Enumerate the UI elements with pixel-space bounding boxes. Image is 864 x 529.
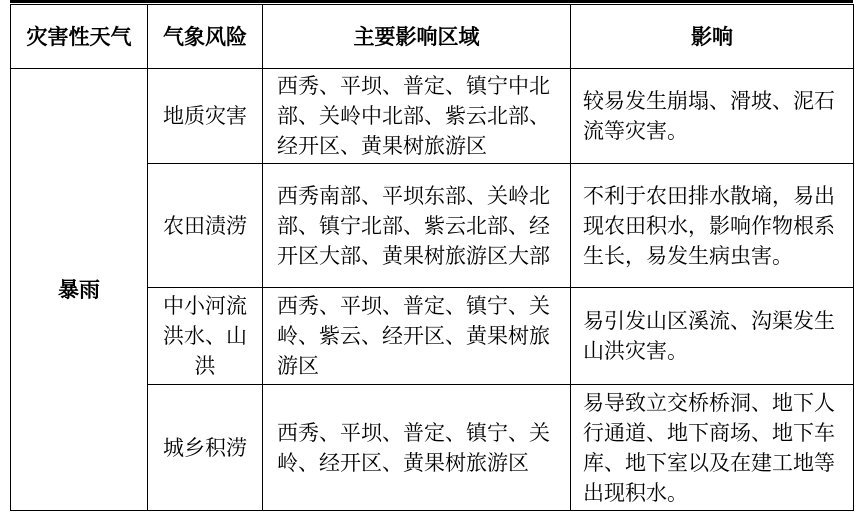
risk-cell: 中小河流洪水、山洪 bbox=[148, 288, 263, 385]
header-area: 主要影响区域 bbox=[263, 5, 571, 69]
table-row bbox=[11, 69, 854, 164]
impact-cell: 不利于农田排水散墒，易出现农田积水，影响作物根系生长，易发生病虫害。 bbox=[571, 164, 854, 288]
risk-cell: 地质灾害 bbox=[148, 69, 263, 164]
header-risk: 气象风险 bbox=[148, 5, 263, 69]
header-impact: 影响 bbox=[571, 5, 854, 69]
header-hazard: 灾害性天气 bbox=[11, 5, 148, 69]
area-cell: 西秀、平坝、普定、镇宁、关岭、经开区、黄果树旅游区 bbox=[263, 385, 571, 511]
risk-cell: 农田渍涝 bbox=[148, 164, 263, 288]
area-cell: 西秀南部、平坝东部、关岭北部、镇宁北部、紫云北部、经开区大部、黄果树旅游区大部 bbox=[263, 164, 571, 288]
risk-cell: 城乡积涝 bbox=[148, 385, 263, 511]
hazard-cell: 暴雨 bbox=[11, 69, 148, 511]
weather-risk-table bbox=[10, 4, 854, 511]
top-rule bbox=[10, 0, 853, 3]
area-cell: 西秀、平坝、普定、镇宁、关岭、紫云、经开区、黄果树旅游区 bbox=[263, 288, 571, 385]
impact-cell: 易引发山区溪流、沟渠发生山洪灾害。 bbox=[571, 288, 854, 385]
area-cell: 西秀、平坝、普定、镇宁中北部、关岭中北部、紫云北部、经开区、黄果树旅游区 bbox=[263, 69, 571, 164]
header-row bbox=[11, 5, 854, 69]
impact-cell: 易导致立交桥桥洞、地下人行通道、地下商场、地下车库、地下室以及在建工地等出现积水。 bbox=[571, 385, 854, 511]
impact-cell: 较易发生崩塌、滑坡、泥石流等灾害。 bbox=[571, 69, 854, 164]
